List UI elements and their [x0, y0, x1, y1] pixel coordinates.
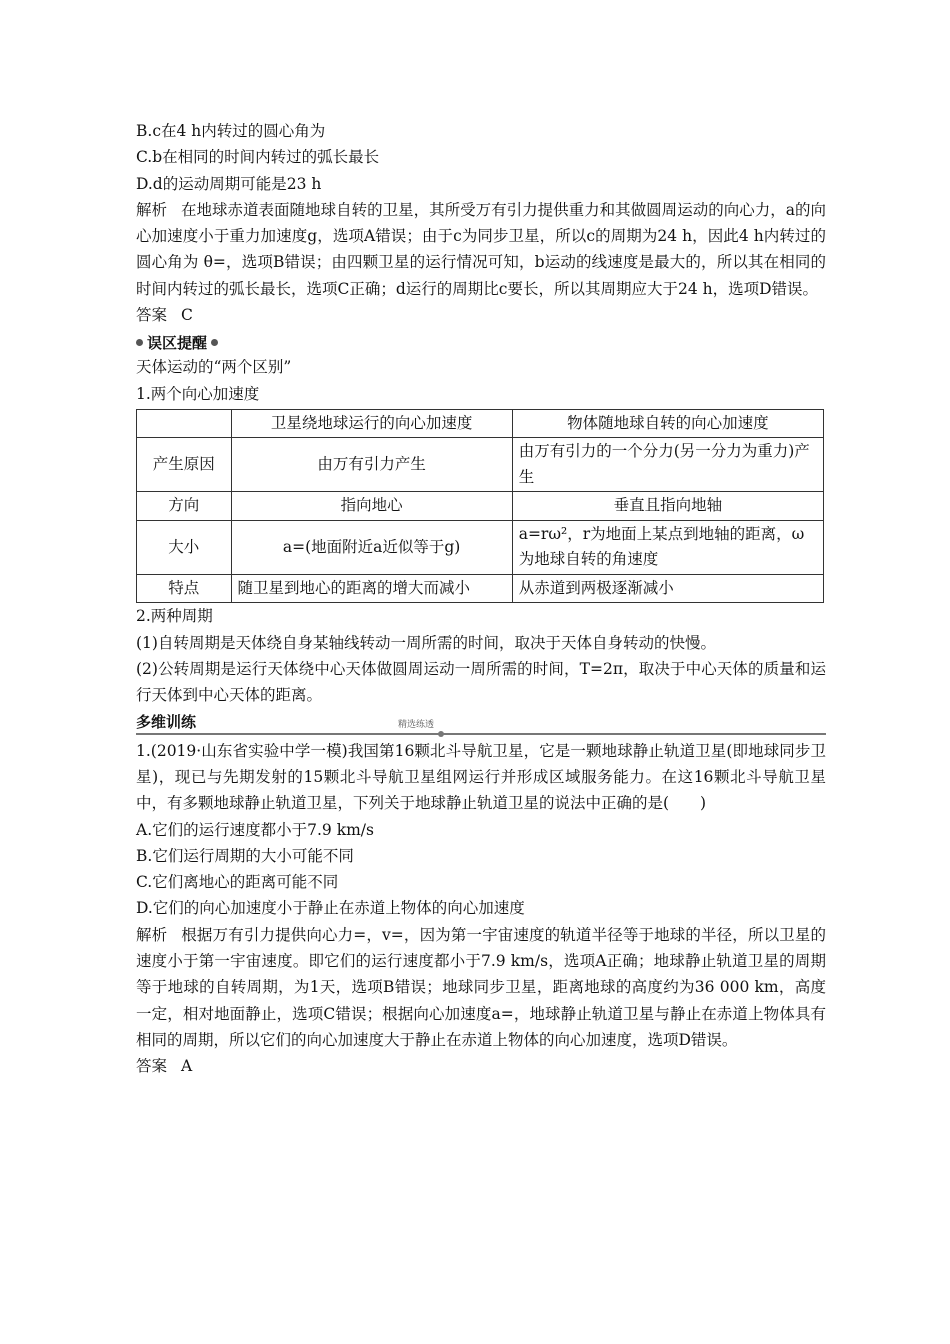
- answer-label: 答案: [136, 1057, 168, 1076]
- option-d: D.d的运动周期可能是23 h: [136, 174, 322, 193]
- answer-value: C: [181, 306, 193, 325]
- analysis-text: 在地球赤道表面随地球自转的卫星，其所受万有引力提供重力和其做圆周运动的向心力，a的向心加速度小于重力加速度g，选项A错误；由于c为同步卫星，所以c的周期为24 h，因此4 h内转过的圆心角为 θ=，选项B错误；由四颗卫星的运行情况可知，b运动的线速度是最大的，所以其在相同的时间内转过的弧长最长，选项C正确；d运行的周期比c要长，所以其周期应大于24 h，选项D错误。: [136, 200, 826, 298]
- table-cell: [137, 409, 232, 438]
- table-cell: a=rω²，r为地面上某点到地轴的距离，ω为地球自转的角速度: [512, 520, 823, 574]
- comparison-table: [136, 409, 824, 604]
- answer-value: A: [181, 1057, 193, 1076]
- bullet-dot-icon: [438, 731, 444, 737]
- table-header-cell: 物体随地球自转的向心加速度: [512, 409, 823, 438]
- page-content: [136, 118, 826, 1080]
- table-cell: 从赤道到两极逐渐减小: [512, 574, 823, 603]
- table-cell: 垂直且指向地轴: [512, 492, 823, 521]
- practice-option-b: B.它们运行周期的大小可能不同: [136, 846, 354, 865]
- practice-banner: [136, 711, 826, 735]
- table-header-cell: 卫星绕地球运行的向心加速度: [231, 409, 512, 438]
- analysis-2: [136, 922, 826, 1053]
- analysis-label: 解析: [136, 200, 168, 219]
- table-cell: 随卫星到地心的距离的增大而减小: [231, 574, 512, 603]
- analysis-label: 解析: [136, 925, 168, 944]
- reminder-tag-label: 误区提醒: [147, 333, 208, 352]
- bullet-dot-icon: [136, 339, 143, 346]
- table-row: [137, 438, 824, 492]
- reminder-sub2: 2.两种周期: [136, 607, 213, 626]
- practice-banner-subtitle: 精选练透: [398, 719, 435, 730]
- table-row-label: 大小: [137, 520, 232, 574]
- table-row: [137, 574, 824, 603]
- practice-option-d: D.它们的向心加速度小于静止在赤道上物体的向心加速度: [136, 899, 525, 918]
- option-b: B.c在4 h内转过的圆心角为: [136, 122, 326, 140]
- answer-1: [136, 302, 826, 328]
- table-cell: 由万有引力产生: [231, 438, 512, 492]
- reminder-sub1: 1.两个向心加速度: [136, 384, 260, 403]
- reminder-tag: [136, 330, 826, 354]
- table-cell: a=(地面附近a近似等于g): [231, 520, 512, 574]
- table-row: [137, 492, 824, 521]
- practice-banner-title: 多维训练: [136, 712, 197, 731]
- table-row-label: 方向: [137, 492, 232, 521]
- practice-option-a: A.它们的运行速度都小于7.9 km/s: [136, 820, 374, 839]
- practice-option-c: C.它们离地心的距离可能不同: [136, 873, 339, 892]
- option-c: C.b在相同的时间内转过的弧长最长: [136, 148, 380, 167]
- answer-label: 答案: [136, 306, 168, 325]
- answer-2: [136, 1053, 826, 1079]
- table-header-row: [137, 409, 824, 438]
- bullet-dot-icon: [211, 339, 218, 346]
- table-cell: 指向地心: [231, 492, 512, 521]
- table-row-label: 特点: [137, 574, 232, 603]
- reminder-p2: (2)公转周期是运行天体绕中心天体做圆周运动一周所需的时间，T=2π，取决于中心天体的质量和运行天体到中心天体的距离。: [136, 660, 826, 705]
- analysis-text: 根据万有引力提供向心力=，v=，因为第一宇宙速度的轨道半径等于地球的半径，所以卫星的速度小于第一宇宙速度。即它们的运行速度都小于7.9 km/s，选项A正确；地球静止轨道卫星的周期等于地球的自转周期，为1天，选项B错误；地球同步卫星，距离地球的高度约为36 000 km，高度一定，相对地面静止，选项C错误；根据向心加速度a=，地球静止轨道卫星与静止在赤道上物体具有相同的周期，所以它们的向心加速度大于静止在赤道上物体的向心加速度，选项D错误。: [136, 925, 826, 1049]
- practice-question: 1.(2019·山东省实验中学一模)我国第16颗北斗导航卫星，它是一颗地球静止轨道卫星(即地球同步卫星)，现已与先期发射的15颗北斗导航卫星组网运行并形成区域服务能力。在这16颗北斗导航卫星中，有多颗地球静止轨道卫星，下列关于地球静止轨道卫星的说法中正确的是( ): [136, 741, 826, 813]
- reminder-p1: (1)自转周期是天体绕自身某轴线转动一周所需的时间，取决于天体自身转动的快慢。: [136, 633, 716, 652]
- reminder-heading: 天体运动的“两个区别”: [136, 358, 292, 377]
- table-row-label: 产生原因: [137, 438, 232, 492]
- analysis-1: [136, 197, 826, 302]
- table-row: [137, 520, 824, 574]
- table-cell: 由万有引力的一个分力(另一分力为重力)产生: [512, 438, 823, 492]
